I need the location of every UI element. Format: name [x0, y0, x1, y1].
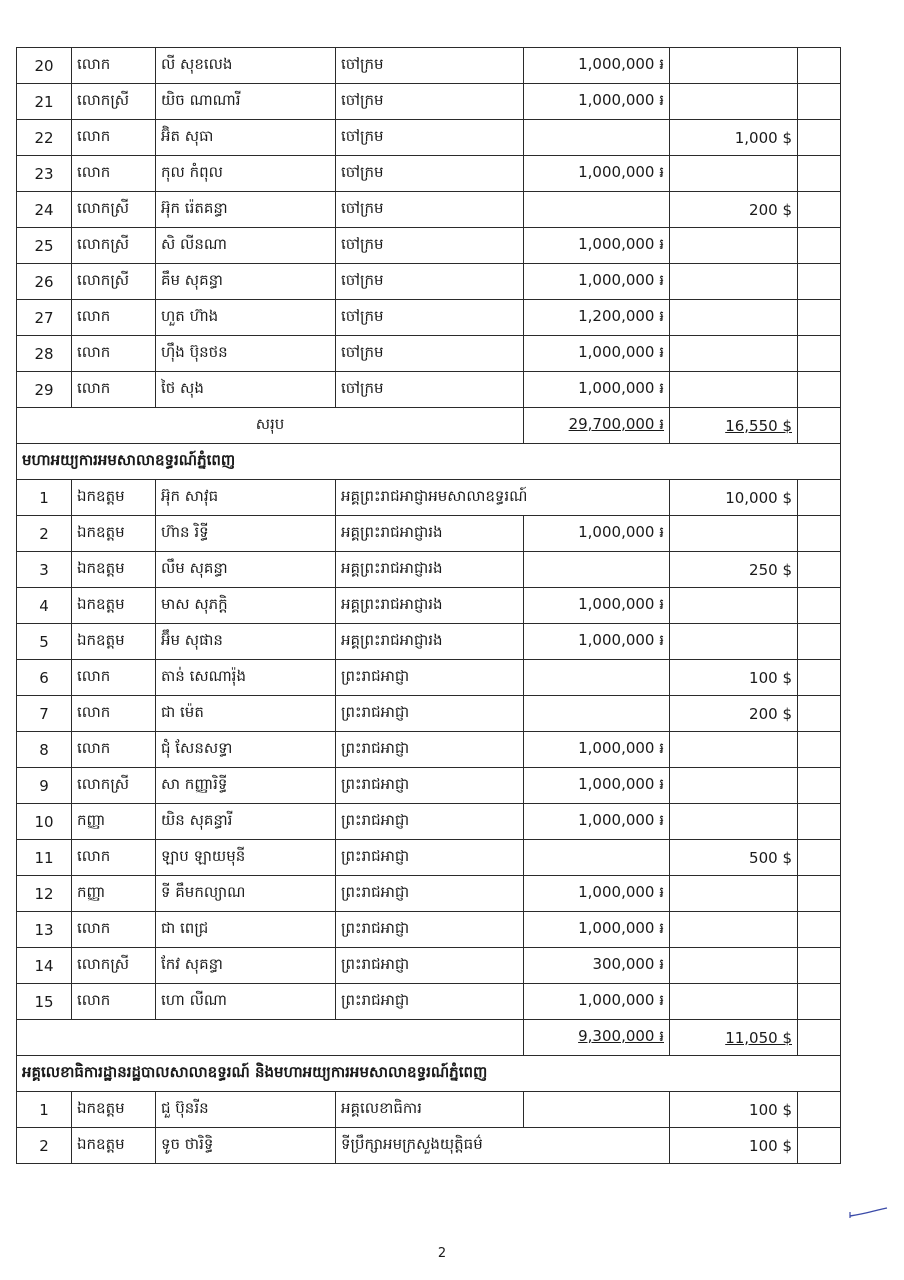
table-row: [17, 552, 841, 588]
row-number: 24: [17, 192, 72, 228]
position-cell: ចៅក្រម: [336, 228, 524, 264]
usd-amount-cell: [670, 336, 798, 372]
row-number: 2: [17, 516, 72, 552]
usd-amount-cell: 200 $: [670, 696, 798, 732]
name-cell: ថៃ សុង: [156, 372, 336, 408]
name-cell: ហ៊ាន រិទ្ធី: [156, 516, 336, 552]
position-cell: ព្រះរាជអាជ្ញា: [336, 768, 524, 804]
section-title-row: [17, 444, 841, 480]
name-cell: អ៊ិត សុធា: [156, 120, 336, 156]
table-row: [17, 336, 841, 372]
honorific-cell: លោក: [72, 912, 156, 948]
riel-amount-cell: 1,000,000 ៛: [524, 804, 670, 840]
position-cell: អគ្គព្រះរាជអាជ្ញារង: [336, 624, 524, 660]
usd-amount-cell: [670, 84, 798, 120]
usd-amount-cell: [670, 228, 798, 264]
usd-amount-cell: [670, 804, 798, 840]
position-cell: ព្រះរាជអាជ្ញា: [336, 912, 524, 948]
empty-cell: [798, 48, 841, 84]
usd-amount-cell: [670, 516, 798, 552]
name-cell: កែវ សុគន្ធា: [156, 948, 336, 984]
riel-amount-cell: 1,000,000 ៛: [524, 516, 670, 552]
riel-amount-cell: 1,000,000 ៛: [524, 732, 670, 768]
riel-amount-cell: [524, 120, 670, 156]
table-row: [17, 84, 841, 120]
position-cell: ព្រះរាជអាជ្ញា: [336, 876, 524, 912]
row-number: 7: [17, 696, 72, 732]
riel-amount-cell: 1,000,000 ៛: [524, 228, 670, 264]
riel-amount-cell: 1,000,000 ៛: [524, 912, 670, 948]
empty-cell: [798, 588, 841, 624]
row-number: 1: [17, 1092, 72, 1128]
usd-amount-cell: [670, 156, 798, 192]
table-row: [17, 660, 841, 696]
row-number: 20: [17, 48, 72, 84]
table-row: [17, 480, 841, 516]
empty-cell: [798, 876, 841, 912]
honorific-cell: លោក: [72, 372, 156, 408]
empty-cell: [798, 1128, 841, 1164]
empty-cell: [798, 768, 841, 804]
honorific-cell: លោក: [72, 660, 156, 696]
empty-cell: [798, 156, 841, 192]
name-cell: ឡាប ឡាយមុនី: [156, 840, 336, 876]
usd-amount-cell: 100 $: [670, 1092, 798, 1128]
honorific-cell: ឯកឧត្តម: [72, 588, 156, 624]
donation-table: [16, 47, 841, 1164]
position-cell: ព្រះរាជអាជ្ញា: [336, 984, 524, 1020]
usd-amount-cell: [670, 264, 798, 300]
honorific-cell: លោក: [72, 48, 156, 84]
table-row: [17, 696, 841, 732]
usd-amount-cell: [670, 948, 798, 984]
honorific-cell: លោកស្រី: [72, 768, 156, 804]
riel-amount-cell: [524, 696, 670, 732]
position-cell: ចៅក្រម: [336, 264, 524, 300]
riel-amount-cell: 300,000 ៛: [524, 948, 670, 984]
riel-amount-cell: [524, 552, 670, 588]
position-cell: ព្រះរាជអាជ្ញា: [336, 804, 524, 840]
row-number: 3: [17, 552, 72, 588]
name-cell: អ៊ុក រ៉េតគន្ធា: [156, 192, 336, 228]
row-number: 8: [17, 732, 72, 768]
position-cell: ព្រះរាជអាជ្ញា: [336, 732, 524, 768]
empty-cell: [798, 912, 841, 948]
table-row: [17, 588, 841, 624]
riel-amount-cell: 1,200,000 ៛: [524, 300, 670, 336]
honorific-cell: លោកស្រី: [72, 264, 156, 300]
empty-cell: [798, 372, 841, 408]
table-row: [17, 984, 841, 1020]
usd-amount-cell: [670, 984, 798, 1020]
usd-amount-cell: 10,000 $: [670, 480, 798, 516]
position-cell: ព្រះរាជអាជ្ញា: [336, 840, 524, 876]
row-number: 15: [17, 984, 72, 1020]
riel-amount-cell: 1,000,000 ៛: [524, 336, 670, 372]
table-row: [17, 768, 841, 804]
row-number: 12: [17, 876, 72, 912]
position-cell: ចៅក្រម: [336, 120, 524, 156]
name-cell: ទូច ថារិទ្ធិ: [156, 1128, 336, 1164]
total-usd: 16,550 $: [725, 416, 792, 435]
empty-cell: [798, 984, 841, 1020]
empty-cell: [798, 228, 841, 264]
table-row: [17, 228, 841, 264]
riel-amount-cell: 1,000,000 ៛: [524, 48, 670, 84]
honorific-cell: ឯកឧត្តម: [72, 480, 156, 516]
usd-amount-cell: [670, 372, 798, 408]
total-usd-cell: [670, 1020, 798, 1056]
position-cell: ព្រះរាជអាជ្ញា: [336, 660, 524, 696]
honorific-cell: លោកស្រី: [72, 948, 156, 984]
total-riel-cell: [524, 408, 670, 444]
empty-cell: [798, 516, 841, 552]
row-number: 25: [17, 228, 72, 264]
position-cell: ចៅក្រម: [336, 84, 524, 120]
name-cell: មាស សុភក្តិ: [156, 588, 336, 624]
honorific-cell: លោក: [72, 732, 156, 768]
empty-cell: [798, 624, 841, 660]
table-row: [17, 264, 841, 300]
honorific-cell: លោកស្រី: [72, 228, 156, 264]
empty-cell: [798, 1092, 841, 1128]
riel-amount-cell: 1,000,000 ៛: [524, 984, 670, 1020]
usd-amount-cell: [670, 624, 798, 660]
row-number: 23: [17, 156, 72, 192]
table-row: [17, 1128, 841, 1164]
table-body: [17, 48, 841, 1164]
usd-amount-cell: 200 $: [670, 192, 798, 228]
row-number: 1: [17, 480, 72, 516]
empty-cell: [798, 732, 841, 768]
total-riel: 29,700,000 ៛: [568, 414, 664, 433]
name-cell: យិច ណាណារី: [156, 84, 336, 120]
honorific-cell: ឯកឧត្តម: [72, 552, 156, 588]
table-row: [17, 948, 841, 984]
usd-amount-cell: 250 $: [670, 552, 798, 588]
empty-cell: [798, 840, 841, 876]
table-row: [17, 120, 841, 156]
position-cell: អគ្គព្រះរាជអាជ្ញារង: [336, 516, 524, 552]
name-cell: ហួត ហ៊ាង: [156, 300, 336, 336]
position-cell: អគ្គលេខាធិការ: [336, 1092, 524, 1128]
usd-amount-cell: 100 $: [670, 660, 798, 696]
empty-cell: [798, 192, 841, 228]
row-number: 6: [17, 660, 72, 696]
usd-amount-cell: [670, 732, 798, 768]
riel-amount-cell: 1,000,000 ៛: [524, 768, 670, 804]
row-number: 4: [17, 588, 72, 624]
table-row: [17, 516, 841, 552]
name-cell: ទី គឹមកល្យាណ: [156, 876, 336, 912]
name-cell: ហ៊ឹង ប៊ុនថន: [156, 336, 336, 372]
position-cell: ទីប្រឹក្សាអមក្រសួងយុត្តិធម៌: [336, 1128, 670, 1164]
name-cell: ជា ពេជ្រ: [156, 912, 336, 948]
name-cell: ហោ លីណា: [156, 984, 336, 1020]
pen-mark: [848, 1206, 888, 1220]
row-number: 9: [17, 768, 72, 804]
riel-amount-cell: [524, 192, 670, 228]
riel-amount-cell: 1,000,000 ៛: [524, 624, 670, 660]
empty-cell: [798, 336, 841, 372]
row-number: 14: [17, 948, 72, 984]
name-cell: ជុំ សែនសទ្ធា: [156, 732, 336, 768]
honorific-cell: ឯកឧត្តម: [72, 624, 156, 660]
name-cell: យិន សុគន្ធារី: [156, 804, 336, 840]
row-number: 13: [17, 912, 72, 948]
empty-cell: [798, 660, 841, 696]
position-cell: ចៅក្រម: [336, 336, 524, 372]
riel-amount-cell: 1,000,000 ៛: [524, 372, 670, 408]
table-row: [17, 372, 841, 408]
empty-cell: [798, 120, 841, 156]
table-row: [17, 624, 841, 660]
position-cell: ចៅក្រម: [336, 300, 524, 336]
row-number: 22: [17, 120, 72, 156]
total-riel-cell: [524, 1020, 670, 1056]
total-usd: 11,050 $: [725, 1028, 792, 1047]
name-cell: កុល កំពុល: [156, 156, 336, 192]
name-cell: តាន់ សេណារ៉ុង: [156, 660, 336, 696]
riel-amount-cell: [524, 840, 670, 876]
honorific-cell: លោក: [72, 156, 156, 192]
name-cell: សា កញ្ញារិទ្ធី: [156, 768, 336, 804]
riel-amount-cell: [524, 660, 670, 696]
riel-amount-cell: [524, 1092, 670, 1128]
page-number: 2: [437, 1246, 447, 1261]
table-row: [17, 876, 841, 912]
usd-amount-cell: [670, 912, 798, 948]
empty-cell: [798, 552, 841, 588]
honorific-cell: ឯកឧត្តម: [72, 516, 156, 552]
position-cell: អគ្គព្រះរាជអាជ្ញារង: [336, 588, 524, 624]
table-row: [17, 912, 841, 948]
usd-amount-cell: [670, 48, 798, 84]
usd-amount-cell: 100 $: [670, 1128, 798, 1164]
empty-cell: [798, 804, 841, 840]
table-row: [17, 804, 841, 840]
row-number: 21: [17, 84, 72, 120]
honorific-cell: លោក: [72, 336, 156, 372]
section-title-row: [17, 1056, 841, 1092]
position-cell: ចៅក្រម: [336, 192, 524, 228]
honorific-cell: កញ្ញា: [72, 876, 156, 912]
table-row: [17, 48, 841, 84]
name-cell: អ៊ុក សាវុធ: [156, 480, 336, 516]
position-cell: អគ្គព្រះរាជអាជ្ញាអមសាលាឧទ្ធរណ៍: [336, 480, 670, 516]
honorific-cell: ឯកឧត្តម: [72, 1128, 156, 1164]
name-cell: គឹម សុគន្ធា: [156, 264, 336, 300]
table-row: [17, 300, 841, 336]
riel-amount-cell: 1,000,000 ៛: [524, 588, 670, 624]
empty-cell: [798, 948, 841, 984]
position-cell: ចៅក្រម: [336, 48, 524, 84]
empty-cell: [798, 408, 841, 444]
honorific-cell: លោក: [72, 840, 156, 876]
empty-cell: [798, 264, 841, 300]
table-row: [17, 840, 841, 876]
honorific-cell: លោក: [72, 984, 156, 1020]
position-cell: ព្រះរាជអាជ្ញា: [336, 948, 524, 984]
usd-amount-cell: [670, 876, 798, 912]
total-label: សរុប: [17, 408, 524, 444]
name-cell: អ៊ឹម សុផាន: [156, 624, 336, 660]
position-cell: ចៅក្រម: [336, 372, 524, 408]
row-number: 10: [17, 804, 72, 840]
empty-cell: [798, 300, 841, 336]
usd-amount-cell: 500 $: [670, 840, 798, 876]
empty-cell: [798, 696, 841, 732]
row-number: 26: [17, 264, 72, 300]
honorific-cell: លោកស្រី: [72, 192, 156, 228]
table-row: [17, 156, 841, 192]
honorific-cell: លោក: [72, 120, 156, 156]
row-number: 2: [17, 1128, 72, 1164]
name-cell: លឹម សុគន្ធា: [156, 552, 336, 588]
usd-amount-cell: [670, 588, 798, 624]
total-row: [17, 1020, 841, 1056]
name-cell: ជួ ប៊ុនរីន: [156, 1092, 336, 1128]
name-cell: សិ លីនណា: [156, 228, 336, 264]
name-cell: ជា ម៉េត: [156, 696, 336, 732]
row-number: 28: [17, 336, 72, 372]
position-cell: អគ្គព្រះរាជអាជ្ញារង: [336, 552, 524, 588]
riel-amount-cell: 1,000,000 ៛: [524, 264, 670, 300]
usd-amount-cell: [670, 300, 798, 336]
riel-amount-cell: 1,000,000 ៛: [524, 876, 670, 912]
honorific-cell: ឯកឧត្តម: [72, 1092, 156, 1128]
empty-cell: [798, 84, 841, 120]
usd-amount-cell: [670, 768, 798, 804]
position-cell: ព្រះរាជអាជ្ញា: [336, 696, 524, 732]
total-label: [17, 1020, 524, 1056]
honorific-cell: លោកស្រី: [72, 84, 156, 120]
row-number: 27: [17, 300, 72, 336]
honorific-cell: លោក: [72, 300, 156, 336]
riel-amount-cell: 1,000,000 ៛: [524, 84, 670, 120]
row-number: 11: [17, 840, 72, 876]
table-row: [17, 732, 841, 768]
total-row: [17, 408, 841, 444]
riel-amount-cell: 1,000,000 ៛: [524, 156, 670, 192]
honorific-cell: កញ្ញា: [72, 804, 156, 840]
name-cell: លី សុខលេង: [156, 48, 336, 84]
row-number: 5: [17, 624, 72, 660]
section-title: មហាអយ្យការអមសាលាឧទ្ធរណ៍ភ្នំពេញ: [17, 444, 841, 480]
row-number: 29: [17, 372, 72, 408]
usd-amount-cell: 1,000 $: [670, 120, 798, 156]
empty-cell: [798, 480, 841, 516]
empty-cell: [798, 1020, 841, 1056]
honorific-cell: លោក: [72, 696, 156, 732]
table-row: [17, 1092, 841, 1128]
total-usd-cell: [670, 408, 798, 444]
position-cell: ចៅក្រម: [336, 156, 524, 192]
total-riel: 9,300,000 ៛: [578, 1026, 664, 1045]
section-title: អគ្គលេខាធិការដ្ឋានរដ្ឋបាលសាលាឧទ្ធរណ៍ និងមហាអយ្យការអមសាលាឧទ្ធរណ៍ភ្នំពេញ: [17, 1056, 841, 1092]
table-row: [17, 192, 841, 228]
